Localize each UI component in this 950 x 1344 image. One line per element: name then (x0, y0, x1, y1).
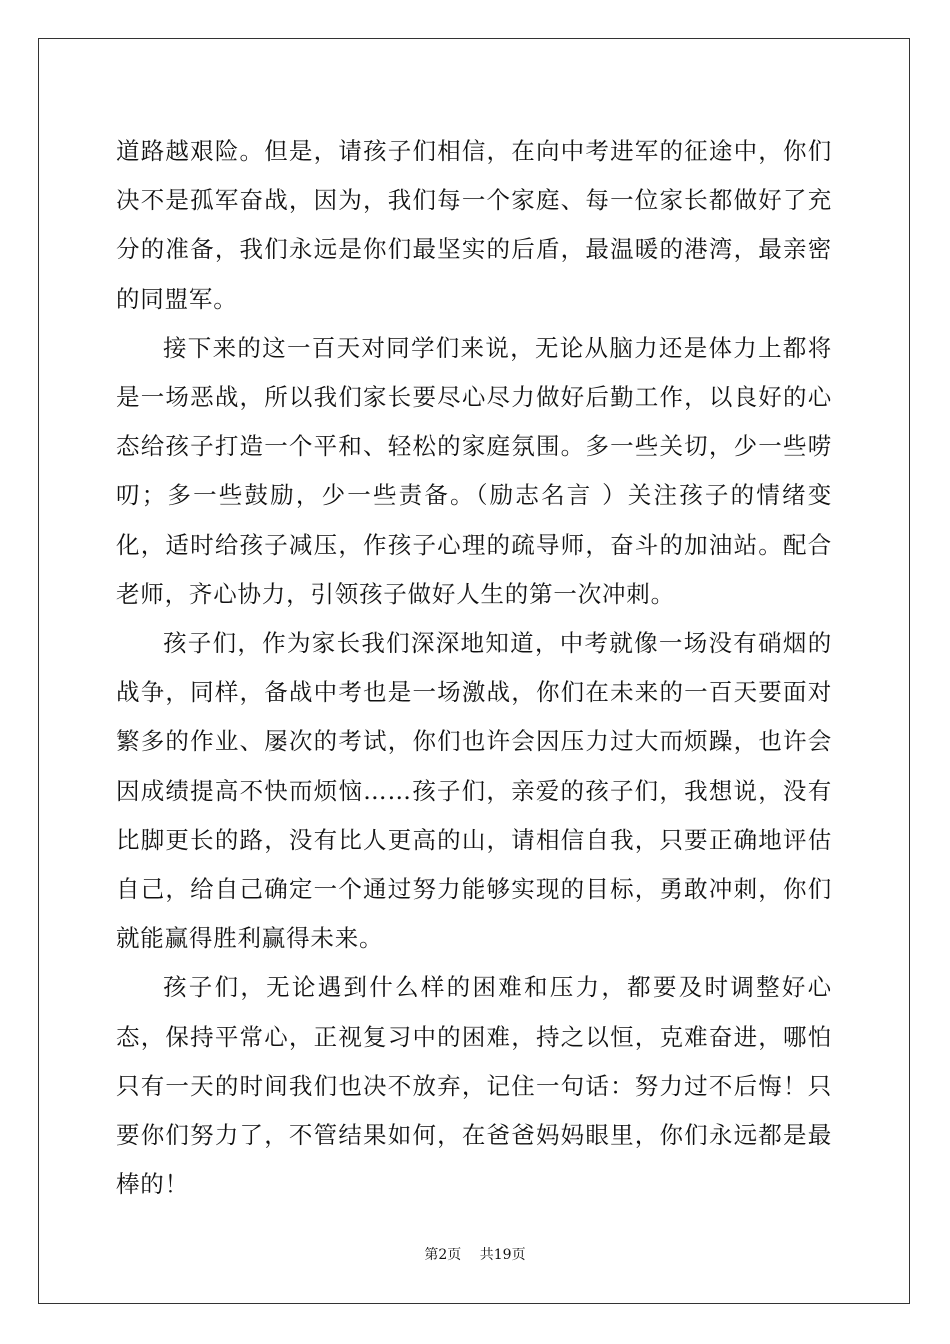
paragraph-2: 接下来的这一百天对同学们来说，无论从脑力还是体力上都将是一场恶战，所以我们家长要尽心尽力做好后勤工作，以良好的心态给孩子打造一个平和、轻松的家庭氛围。多一些关切，少一些唠叨；多一些鼓励，少一些责备。（励志名言 ）关注孩子的情绪变化，适时给孩子减压，作孩子心理的疏导师，奋斗的加油站。配合老师，齐心协力，引领孩子做好人生的第一次冲刺。 (116, 333, 832, 608)
paragraph-1: 道路越艰险。但是，请孩子们相信，在向中考进军的征途中，你们决不是孤军奋战，因为，我们每一个家庭、每一位家长都做好了充分的准备，我们永远是你们最坚实的后盾，最温暖的港湾，最亲密的同盟军。 (116, 137, 832, 313)
page-number: 第2页 (424, 1247, 462, 1263)
document-body (116, 127, 832, 1209)
paragraph-4: 孩子们，无论遇到什么样的困难和压力，都要及时调整好心态，保持平常心，正视复习中的困难，持之以恒，克难奋进，哪怕只有一天的时间我们也决不放弃，记住一句话：努力过不后悔！只要你们努力了，不管结果如何，在爸爸妈妈眼里，你们永远都是最棒的！ (116, 973, 832, 1199)
paragraph-3: 孩子们，作为家长我们深深地知道，中考就像一场没有硝烟的战争，同样，备战中考也是一场激战，你们在未来的一百天要面对繁多的作业、屡次的考试，你们也许会因压力过大而烦躁，也许会因成绩提高不快而烦恼……孩子们，亲爱的孩子们，我想说，没有比脚更长的路，没有比人更高的山，请相信自我，只要正确地评估自己，给自己确定一个通过努力能够实现的目标，勇敢冲刺，你们就能赢得胜利赢得未来。 (116, 629, 832, 953)
page-footer (0, 1244, 950, 1264)
page-total: 共19页 (479, 1247, 526, 1263)
